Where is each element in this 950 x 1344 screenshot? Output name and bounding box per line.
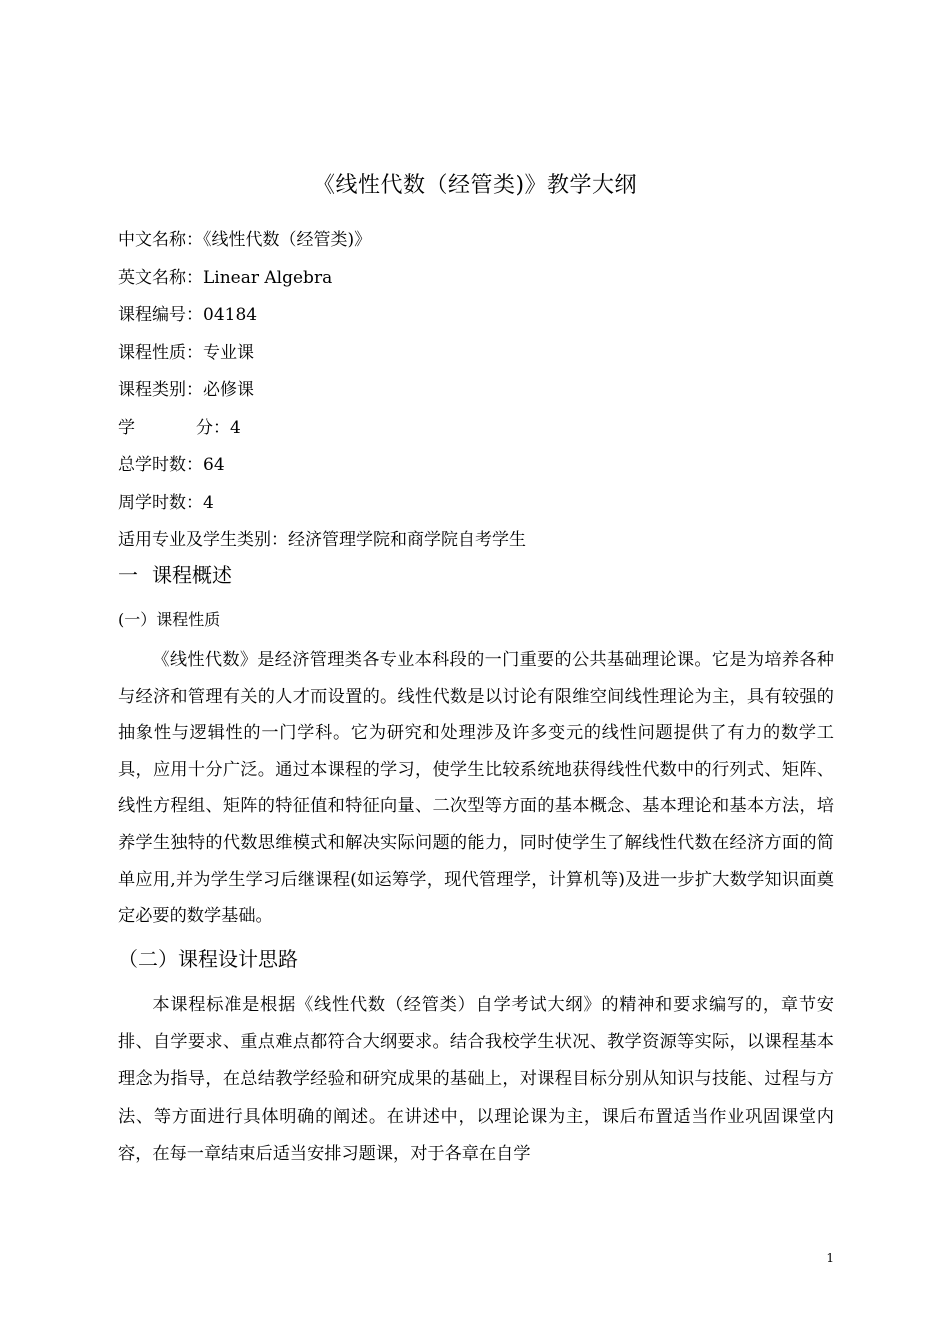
meta-label: 中文名称： <box>118 230 203 250</box>
meta-label: 总学时数： <box>118 455 203 475</box>
meta-value: 《线性代数（经管类)》 <box>203 230 372 250</box>
meta-label: 英文名称： <box>118 267 203 288</box>
meta-english-name <box>118 260 838 298</box>
meta-label: 周学时数： <box>118 492 203 513</box>
meta-applicable-students <box>118 522 838 560</box>
subsection-heading-design-approach: （二）课程设计思路 <box>118 947 298 971</box>
meta-label: 课程类别： <box>118 380 203 400</box>
meta-value: 04184 <box>203 305 258 325</box>
section-heading-overview <box>118 558 232 592</box>
meta-value: 4 <box>230 417 241 438</box>
meta-label-part: 分： <box>196 417 230 438</box>
meta-value: Linear Algebra <box>203 267 333 288</box>
subsection-heading-course-nature: (一）课程性质 <box>118 610 221 629</box>
meta-value: 必修课 <box>203 380 254 400</box>
meta-chinese-name <box>118 222 838 260</box>
meta-total-hours <box>118 447 838 485</box>
meta-label: 课程性质： <box>118 342 203 363</box>
document-title: 《线性代数（经管类)》教学大纲 <box>312 173 638 198</box>
meta-label-part: 学 <box>118 417 135 438</box>
meta-course-nature <box>118 335 838 373</box>
meta-value: 经济管理学院和商学院自考学生 <box>288 530 526 550</box>
meta-value: 4 <box>203 492 214 513</box>
page-number: 1 <box>826 1251 834 1265</box>
meta-label: 适用专业及学生类别： <box>118 530 288 550</box>
course-info-block <box>118 222 838 560</box>
meta-weekly-hours <box>118 485 838 523</box>
meta-course-code <box>118 297 838 335</box>
meta-value: 64 <box>203 455 225 475</box>
meta-value: 专业课 <box>203 342 254 363</box>
design-approach-paragraph: 本课程标准是根据《线性代数（经管类）自学考试大纲》的精神和要求编写的，章节安排、自学要求、重点难点都符合大纲要求。结合我校学生状况、教学资源等实际，以课程基本理念为指导，在总结教学经验和研究成果的基础上，对课程目标分别从知识与技能、过程与方法、等方面进行具体明确的阐述。在讲述中，以理论课为主，课后布置适当作业巩固课堂内容，在每一章结束后适当安排习题课，对于各章在自学 <box>118 995 834 1164</box>
meta-label: 课程编号： <box>118 305 203 325</box>
meta-credits <box>118 410 838 448</box>
meta-course-category <box>118 372 838 410</box>
section-number: 一 <box>118 563 138 587</box>
course-nature-paragraph: 《线性代数》是经济管理类各专业本科段的一门重要的公共基础理论课。它是为培养各种与经济和管理有关的人才而设置的。线性代数是以讨论有限维空间线性理论为主，具有较强的抽象性与逻辑性的一门学科。它为研究和处理涉及许多变元的线性问题提供了有力的数学工具，应用十分广泛。通过本课程的学习，使学生比较系统地获得线性代数中的行列式、矩阵、线性方程组、矩阵的特征值和特征向量、二次型等方面的基本概念、基本理论和基本方法，培养学生独特的代数思维模式和解决实际问题的能力，同时使学生了解线性代数在经济方面的简单应用,并为学生学习后继课程(如运筹学，现代管理学，计算机等)及进一步扩大数学知识面奠定必要的数学基础。 <box>118 650 834 927</box>
section-title: 课程概述 <box>152 563 232 587</box>
